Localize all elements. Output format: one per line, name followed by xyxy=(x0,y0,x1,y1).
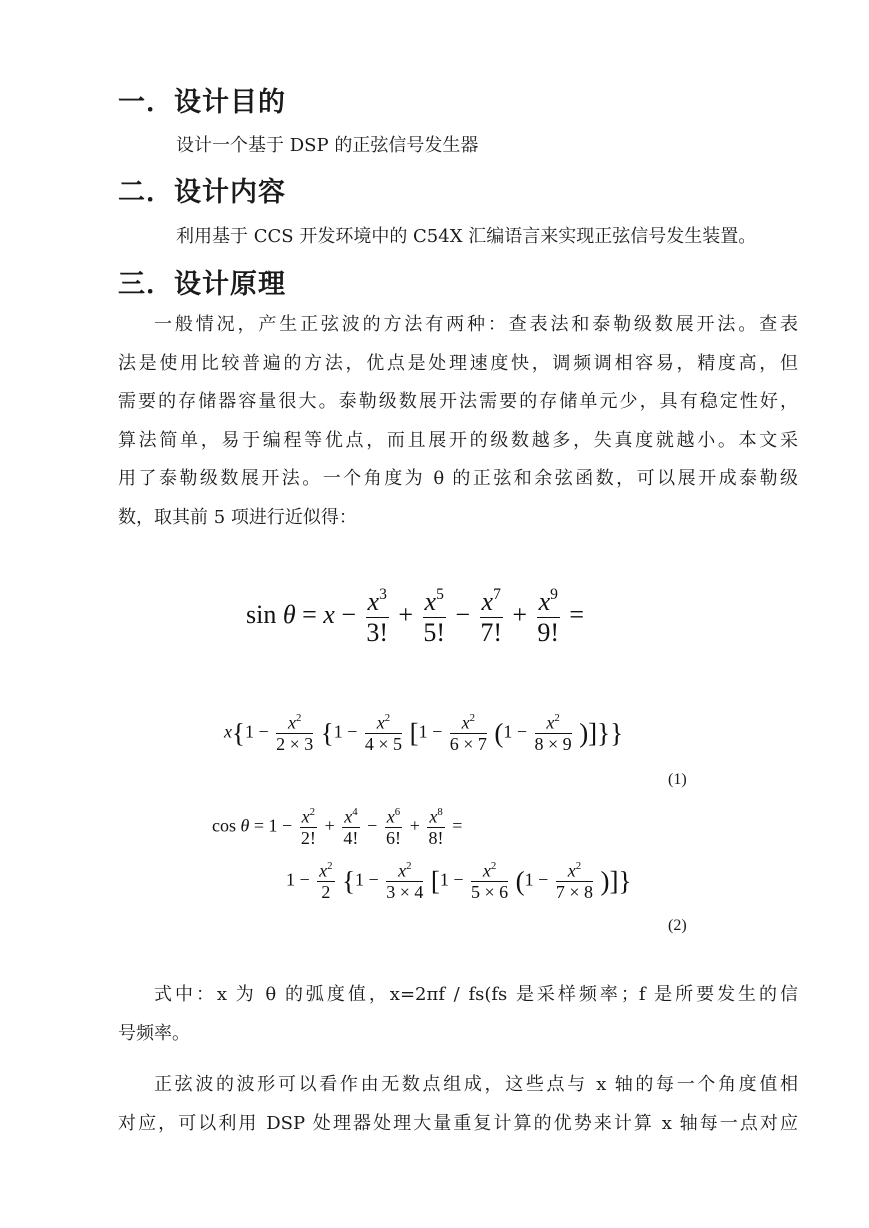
waveform-paragraph xyxy=(118,1066,798,1143)
equation-number: (2) xyxy=(668,917,687,934)
paragraph-line: 正弦波的波形可以看作由无数点组成，这些点与 x 轴的每一个角度值相 xyxy=(154,1074,798,1095)
cos-series-equation: cos θ = 1 − $\frac{x^2}{2!}$ + $\frac{x^4}{4!}$ − $\frac{x^6}{6!}$ + $\frac{x^8}{8!}$ = xyxy=(212,806,463,849)
paragraph-line: 号频率。 xyxy=(118,1022,190,1044)
section-body-content: 利用基于 CCS 开发环境中的 C54X 汇编语言来实现正弦信号发生装置。 xyxy=(176,226,757,247)
principle-paragraph xyxy=(118,306,798,537)
section-body-purpose: 设计一个基于 DSP 的正弦信号发生器 xyxy=(176,135,479,156)
sin-nested-equation: x{1 − $\frac{x^2}{2 \times 3}$ {1 − $\frac{x^2}{4 \times 5}$ [1 − $\frac{x^2}{6 \times 7}$ (1 − $\frac{x^2}{8 \times 9}$ )]}} xyxy=(224,712,624,755)
paragraph-line: 一般情况，产生正弦波的方法有两种：查表法和泰勒级数展开法。查表 xyxy=(154,314,798,335)
section-heading-content: 二．设计内容 xyxy=(118,177,286,208)
cos-nested-equation: 1 − $\frac{x^2}{2}$ {1 − $\frac{x^2}{3 \times 4}$ [1 − $\frac{x^2}{5 \times 6}$ (1 − $\frac{x^2}{7 \times 8}$ )]} xyxy=(286,860,632,903)
section-heading-purpose: 一．设计目的 xyxy=(118,87,286,118)
paragraph-line: 数，取其前 5 项进行近似得： xyxy=(118,506,357,528)
section-heading-principle: 三．设计原理 xyxy=(118,269,286,300)
equation-number: (1) xyxy=(668,771,687,788)
paragraph-line: 对应，可以利用 DSP 处理器处理大量重复计算的优势来计算 x 轴每一点对应 xyxy=(118,1112,798,1134)
paragraph-line: 式中：x 为 θ 的弧度值，x=2πf / fs(fs 是采样频率；f 是所要发生的信 xyxy=(154,984,798,1005)
paragraph-line: 需要的存储器容量很大。泰勒级数展开法需要的存储单元少，具有稳定性好， xyxy=(118,391,798,412)
paragraph-line: 法是使用比较普遍的方法，优点是处理速度快，调频调相容易，精度高，但 xyxy=(118,352,798,374)
paragraph-line: 用了泰勒级数展开法。一个角度为 θ 的正弦和余弦函数，可以展开成泰勒级 xyxy=(118,468,798,489)
sin-series-equation: sin θ = x − $\frac{x^3}{3!}$ + $\frac{x^5}{5!}$ − $\frac{x^7}{7!}$ + $\frac{x^9}{9!}$ = xyxy=(246,586,585,647)
variable-explanation-paragraph xyxy=(118,976,798,1053)
paragraph-line: 算法简单，易于编程等优点，而且展开的级数越多，失真度就越小。本文采 xyxy=(118,429,798,451)
